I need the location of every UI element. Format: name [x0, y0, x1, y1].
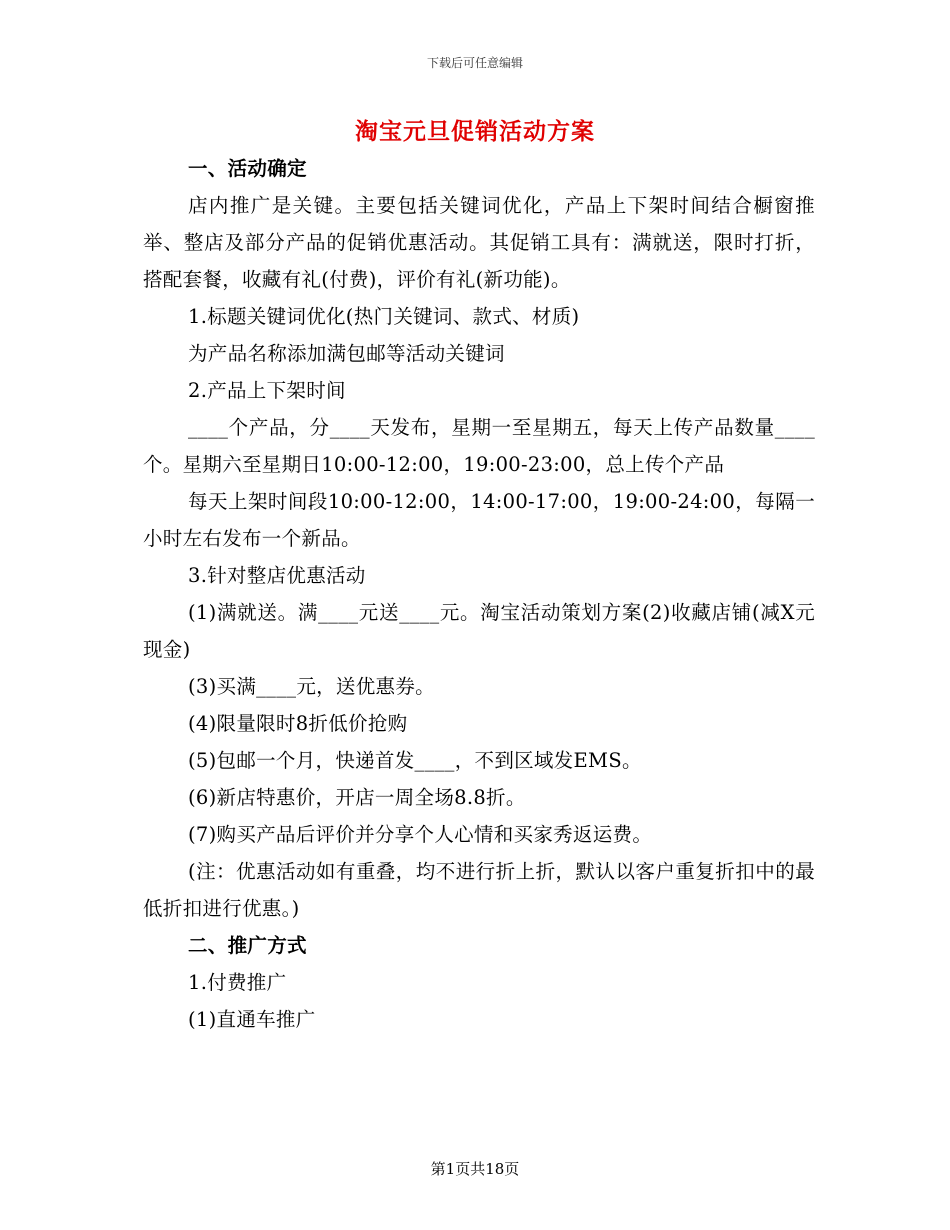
- promo-item-6: (6)新店特惠价，开店一周全场8.8折。: [188, 786, 526, 809]
- promo-item-3: (3)买满____元，送优惠券。: [188, 675, 435, 698]
- paragraph-in-store-promotion: 店内推广是关键。主要包括关键词优化，产品上下架时间结合橱窗推举、整店及部分产品的促销优惠活动。其促销工具有：满就送，限时打折，搭配套餐，收藏有礼(付费)，评价有礼(新功能)。: [143, 194, 815, 291]
- paragraph-listing-schedule: ____个产品，分____天发布，星期一至星期五，每天上传产品数量____个。星期六至星期日10:00-12:00，19:00-23:00，总上传个产品: [143, 416, 815, 476]
- section-heading-promotion-methods: 二、推广方式: [188, 934, 307, 957]
- item-listing-time: 2.产品上下架时间: [188, 379, 346, 402]
- promo-item-7: (7)购买产品后评价并分享个人心情和买家秀返运费。: [188, 823, 653, 846]
- page-indicator: 第1页共18页: [430, 1160, 520, 1178]
- document-body: [143, 150, 815, 1038]
- document-title: 淘宝元旦促销活动方案: [355, 118, 595, 145]
- section-heading-activity: 一、活动确定: [188, 157, 307, 180]
- item-through-train: (1)直通车推广: [188, 1008, 316, 1031]
- item-store-wide-promotions: 3.针对整店优惠活动: [188, 564, 366, 587]
- promo-item-1: (1)满就送。满____元送____元。淘宝活动策划方案(2)收藏店铺(减X元现金): [143, 601, 815, 661]
- item-paid-promotion: 1.付费推广: [188, 971, 287, 994]
- item-title-keywords: 1.标题关键词优化(热门关键词、款式、材质): [188, 305, 580, 328]
- header-note: 下载后可任意编辑: [426, 56, 523, 70]
- paragraph-daily-time-slots: 每天上架时间段10:00-12:00，14:00-17:00，19:00-24:00，每隔一小时左右发布一个新品。: [143, 490, 815, 550]
- paragraph-discount-note: (注：优惠活动如有重叠，均不进行折上折，默认以客户重复折扣中的最低折扣进行优惠。): [143, 860, 815, 920]
- paragraph-product-name-keywords: 为产品名称添加满包邮等活动关键词: [188, 342, 505, 365]
- promo-item-4: (4)限量限时8折低价抢购: [188, 712, 408, 735]
- promo-item-5: (5)包邮一个月，快递首发____，不到区域发EMS。: [188, 749, 642, 772]
